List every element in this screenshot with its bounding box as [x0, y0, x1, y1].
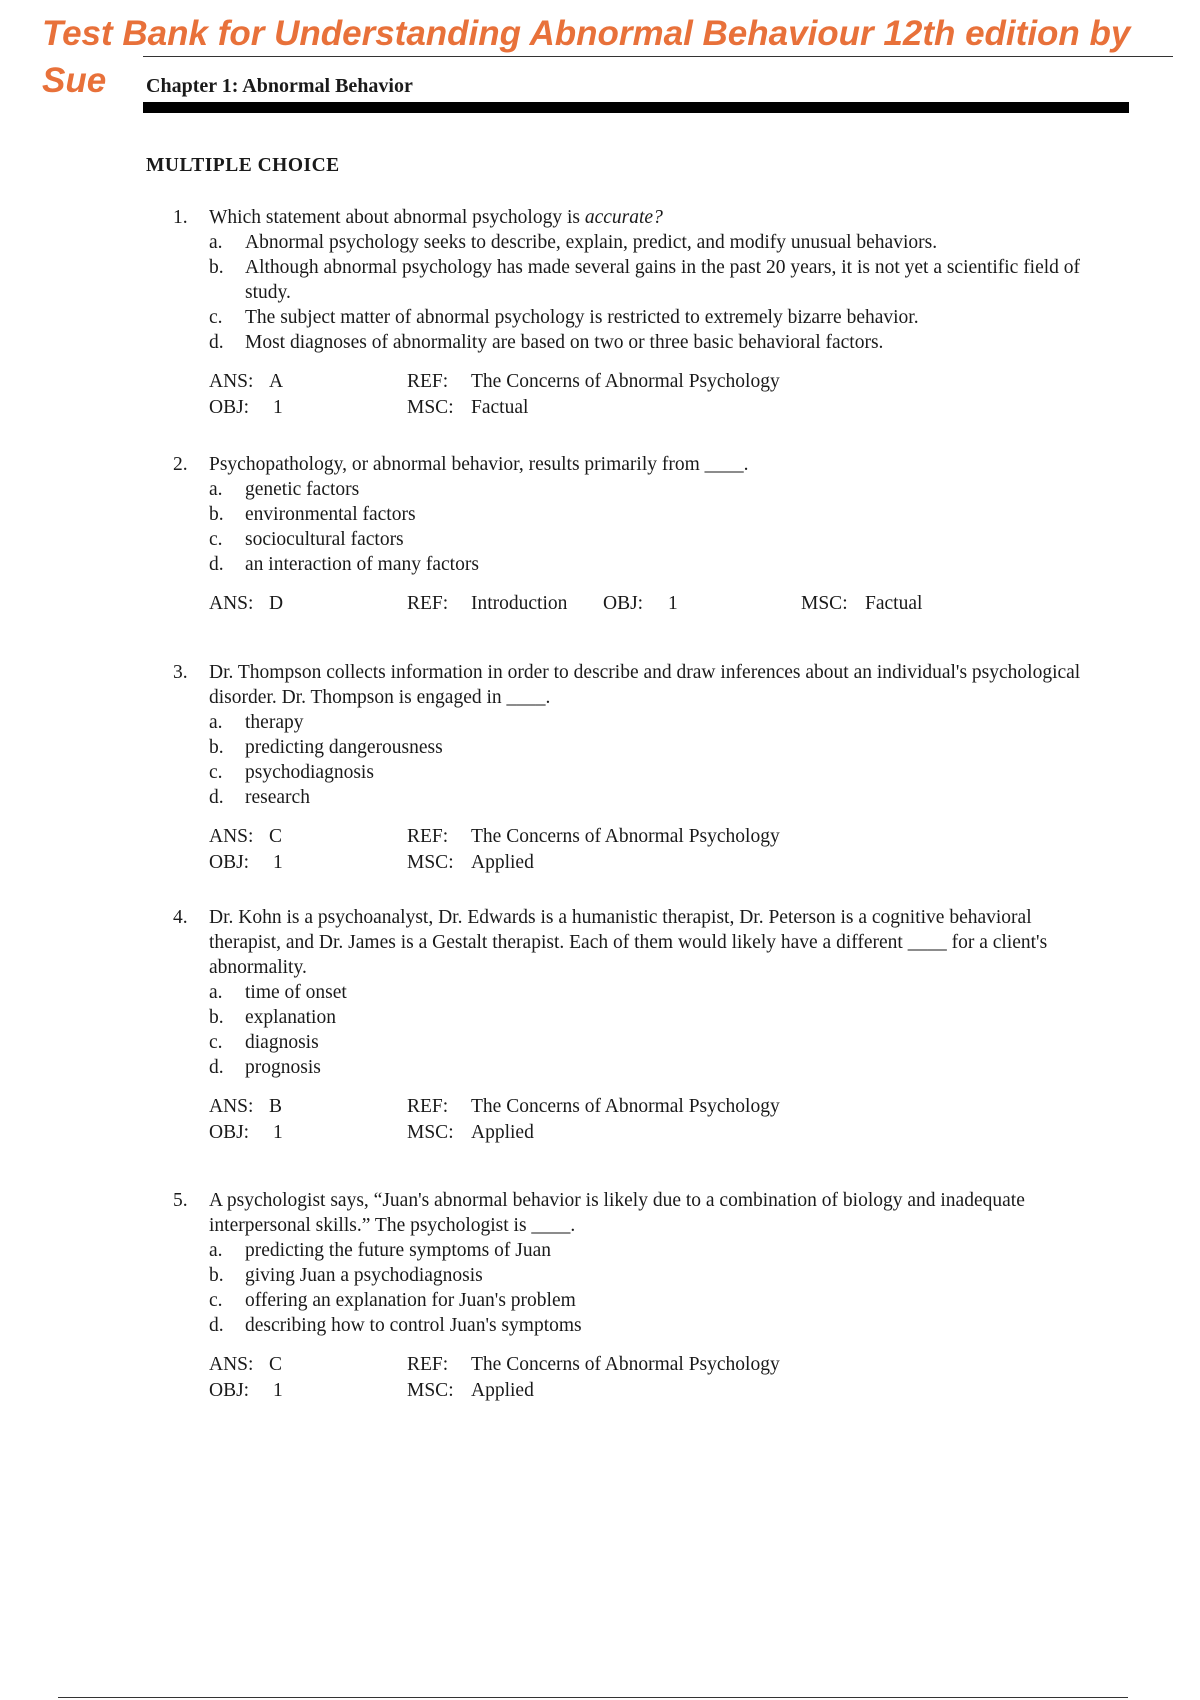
- option-text: explanation: [245, 1007, 336, 1028]
- question-2: [173, 452, 1103, 617]
- option-text: environmental factors: [245, 504, 416, 525]
- answer-option: [173, 477, 1103, 502]
- option-letter: d.: [209, 332, 224, 353]
- question-number: 3.: [173, 662, 188, 683]
- answer-options: [173, 230, 1103, 355]
- answer-option: [173, 527, 1103, 552]
- ans-value: D: [269, 593, 284, 614]
- question-text: Psychopathology, or abnormal behavior, results primarily from ____.: [209, 454, 749, 475]
- option-text: psychodiagnosis: [245, 762, 374, 783]
- answer-option: [173, 1263, 1103, 1288]
- msc-label: MSC:: [407, 852, 454, 873]
- option-letter: d.: [209, 554, 224, 575]
- answer-options: [173, 1238, 1103, 1338]
- answer-option: [173, 1005, 1103, 1030]
- obj-label: OBJ:: [603, 593, 644, 614]
- question-number: 4.: [173, 907, 188, 928]
- obj-label: OBJ:: [209, 1122, 250, 1143]
- option-letter: a.: [209, 479, 223, 500]
- option-letter: b.: [209, 737, 224, 758]
- ans-value: C: [269, 826, 283, 847]
- page-bottom-rule: [58, 1697, 1128, 1698]
- answer-option: [173, 255, 1103, 305]
- ref-label: REF:: [407, 593, 449, 614]
- obj-label: OBJ:: [209, 852, 250, 873]
- question-number: 5.: [173, 1190, 188, 1211]
- option-text: giving Juan a psychodiagnosis: [245, 1265, 483, 1286]
- ref-label: REF:: [407, 371, 449, 392]
- ref-label: REF:: [407, 826, 449, 847]
- obj-value: 1: [273, 852, 283, 873]
- option-text: The subject matter of abnormal psychology is restricted to extremely bizarre behavior.: [245, 307, 919, 328]
- answer-option: [173, 760, 1103, 785]
- banner-title: Test Bank for Understanding Abnormal Behaviour 12th edition by Sue: [42, 14, 1131, 100]
- ans-value: A: [269, 371, 284, 392]
- ans-label: ANS:: [209, 593, 254, 614]
- question-text: Dr. Thompson collects information in order to describe and draw inferences about an individual's psychological disorder. Dr. Thompson is engaged in ____.: [209, 662, 1081, 708]
- option-text: Abnormal psychology seeks to describe, explain, predict, and modify unusual behaviors.: [245, 232, 938, 253]
- option-text: an interaction of many factors: [245, 554, 479, 575]
- option-letter: c.: [209, 762, 223, 783]
- obj-value: 1: [273, 1122, 283, 1143]
- option-letter: a.: [209, 712, 223, 733]
- option-letter: a.: [209, 982, 223, 1003]
- option-text: sociocultural factors: [245, 529, 404, 550]
- ans-label: ANS:: [209, 1354, 254, 1375]
- option-text: offering an explanation for Juan's problem: [245, 1290, 576, 1311]
- msc-label: MSC:: [407, 397, 454, 418]
- msc-value: Applied: [471, 1122, 534, 1143]
- ref-value: The Concerns of Abnormal Psychology: [471, 1096, 780, 1117]
- section-heading: MULTIPLE CHOICE: [146, 155, 340, 176]
- msc-value: Applied: [471, 852, 534, 873]
- option-letter: b.: [209, 1265, 224, 1286]
- option-letter: b.: [209, 1007, 224, 1028]
- question-5: [173, 1188, 1103, 1404]
- option-letter: c.: [209, 529, 223, 550]
- option-letter: d.: [209, 1057, 224, 1078]
- msc-value: Applied: [471, 1380, 534, 1401]
- option-text: describing how to control Juan's symptoms: [245, 1315, 582, 1336]
- option-text: Most diagnoses of abnormality are based on two or three basic behavioral factors.: [245, 332, 884, 353]
- question-4: [173, 905, 1103, 1146]
- option-letter: c.: [209, 307, 223, 328]
- obj-value: 1: [273, 397, 283, 418]
- msc-label: MSC:: [407, 1380, 454, 1401]
- option-text: genetic factors: [245, 479, 360, 500]
- ans-value: C: [269, 1354, 283, 1375]
- question-number: 2.: [173, 454, 188, 475]
- ref-value: The Concerns of Abnormal Psychology: [471, 1354, 780, 1375]
- answer-options: [173, 710, 1103, 810]
- answer-option: [173, 980, 1103, 1005]
- option-text: Although abnormal psychology has made several gains in the past 20 years, it is not yet a scientific field of study.: [245, 257, 1081, 303]
- ans-label: ANS:: [209, 1096, 254, 1117]
- ref-value: The Concerns of Abnormal Psychology: [471, 826, 780, 847]
- option-letter: c.: [209, 1290, 223, 1311]
- answer-option: [173, 552, 1103, 577]
- option-text: time of onset: [245, 982, 347, 1003]
- answer-options: [173, 980, 1103, 1080]
- answer-option: [173, 1288, 1103, 1313]
- option-letter: b.: [209, 504, 224, 525]
- chapter-rule: [143, 102, 1129, 113]
- question-stem: [173, 452, 1103, 477]
- answer-metadata: [209, 824, 1103, 876]
- option-text: prognosis: [245, 1057, 321, 1078]
- ref-value: The Concerns of Abnormal Psychology: [471, 371, 780, 392]
- option-text: research: [245, 787, 310, 808]
- obj-label: OBJ:: [209, 1380, 250, 1401]
- answer-option: [173, 1313, 1103, 1338]
- question-stem: [173, 905, 1103, 980]
- answer-option: [173, 710, 1103, 735]
- obj-label: OBJ:: [209, 397, 250, 418]
- msc-value: Factual: [471, 397, 529, 418]
- option-letter: a.: [209, 1240, 223, 1261]
- question-text: A psychologist says, “Juan's abnormal behavior is likely due to a combination of biology and inadequate interpersonal skills.” The psychologist is ____.: [209, 1190, 1025, 1236]
- answer-option: [173, 1238, 1103, 1263]
- question-text: Dr. Kohn is a psychoanalyst, Dr. Edwards is a humanistic therapist, Dr. Peterson is a cognitive behavioral therapist, and Dr. James is a Gestalt therapist. Each of them would likely have a different ____ for a client's abnormality.: [209, 907, 1048, 978]
- ans-label: ANS:: [209, 371, 254, 392]
- ref-label: REF:: [407, 1354, 449, 1375]
- answer-options: [173, 477, 1103, 577]
- question-number: 1.: [173, 207, 188, 228]
- answer-option: [173, 1055, 1103, 1080]
- option-text: predicting the future symptoms of Juan: [245, 1240, 551, 1261]
- option-text: therapy: [245, 712, 304, 733]
- option-letter: b.: [209, 257, 224, 278]
- option-letter: a.: [209, 232, 223, 253]
- answer-metadata: [209, 1094, 1103, 1146]
- msc-label: MSC:: [407, 1122, 454, 1143]
- obj-value: 1: [273, 1380, 283, 1401]
- answer-option: [173, 305, 1103, 330]
- question-stem: [173, 660, 1103, 710]
- question-text: [209, 207, 663, 228]
- question-stem: [173, 1188, 1103, 1238]
- chapter-heading: Chapter 1: Abnormal Behavior: [146, 75, 413, 97]
- answer-option: [173, 230, 1103, 255]
- answer-option: [173, 1030, 1103, 1055]
- option-letter: c.: [209, 1032, 223, 1053]
- msc-label: MSC:: [801, 593, 848, 614]
- option-text: diagnosis: [245, 1032, 319, 1053]
- answer-option: [173, 502, 1103, 527]
- question-1: [173, 205, 1103, 421]
- option-letter: d.: [209, 787, 224, 808]
- question-stem: [173, 205, 1103, 230]
- answer-option: [173, 330, 1103, 355]
- option-text: predicting dangerousness: [245, 737, 443, 758]
- question-text-main: Which statement about abnormal psychology is: [209, 207, 585, 228]
- answer-metadata: [209, 1352, 1103, 1404]
- ans-label: ANS:: [209, 826, 254, 847]
- ref-value: Introduction: [471, 593, 568, 614]
- question-text-emphasis: accurate?: [584, 207, 663, 228]
- answer-metadata: [209, 369, 1103, 421]
- answer-metadata: [209, 591, 1103, 617]
- question-3: [173, 660, 1103, 876]
- ans-value: B: [269, 1096, 283, 1117]
- banner-divider: [143, 56, 1173, 57]
- msc-value: Factual: [865, 593, 923, 614]
- obj-value: 1: [668, 593, 678, 614]
- answer-option: [173, 785, 1103, 810]
- ref-label: REF:: [407, 1096, 449, 1117]
- answer-option: [173, 735, 1103, 760]
- option-letter: d.: [209, 1315, 224, 1336]
